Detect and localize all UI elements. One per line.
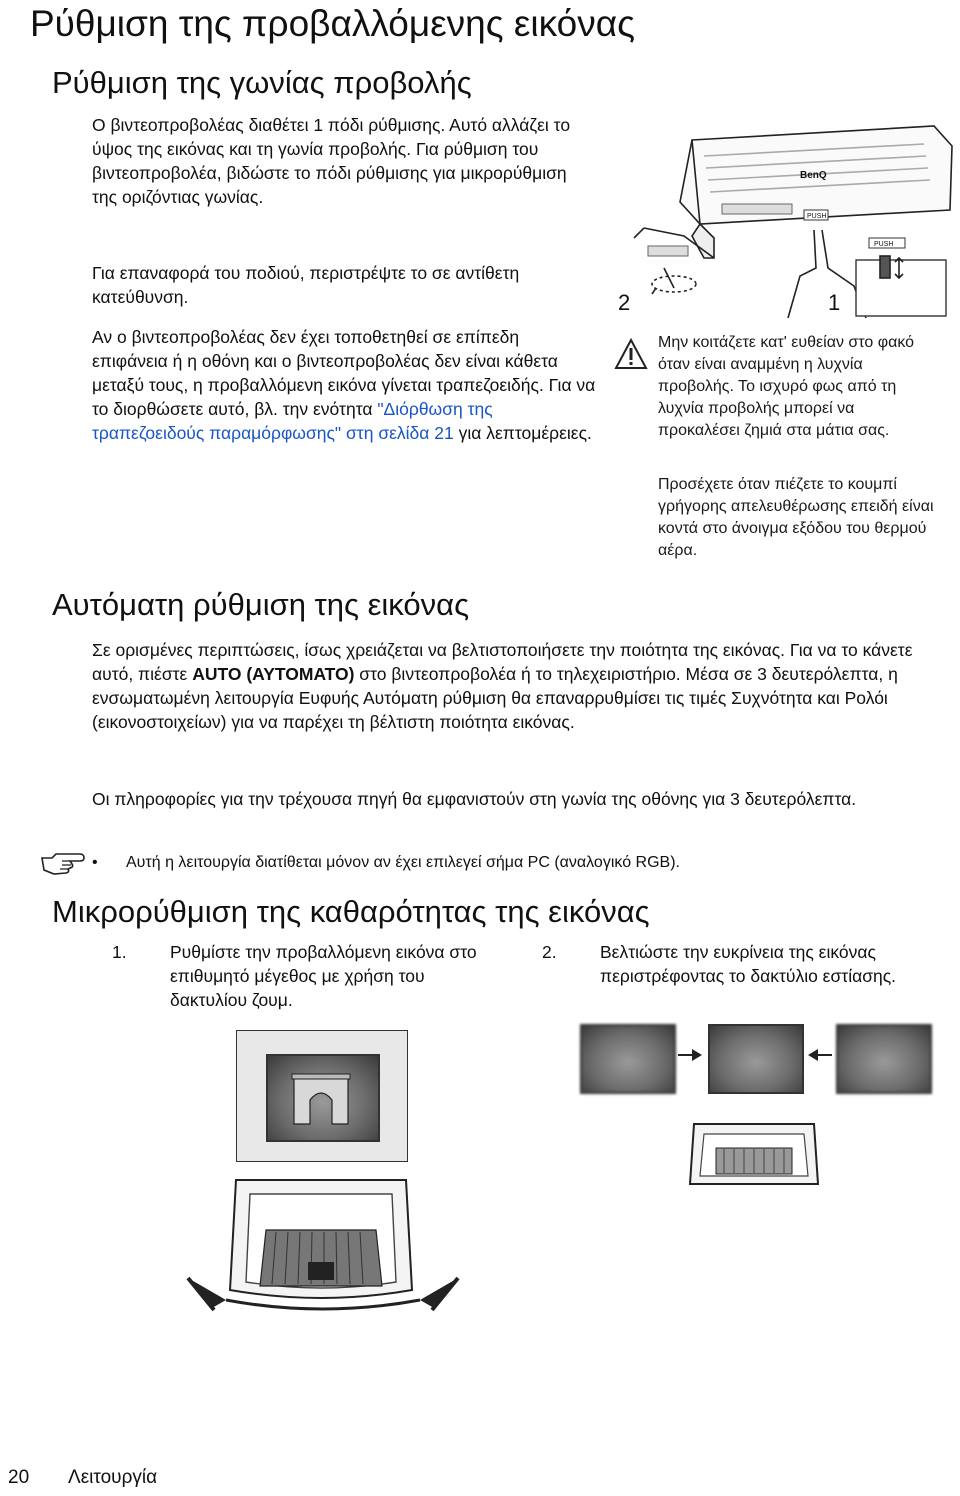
focus-image-blurry-left xyxy=(580,1024,676,1094)
paragraph-reset-foot: Για επαναφορά του ποδιού, περιστρέψτε το σε αντίθετη κατεύθυνση. xyxy=(92,263,520,307)
footer-page-number: 20 xyxy=(8,1467,30,1488)
note-pc-signal: Αυτή η λειτουργία διατίθεται μόνον αν έχει επιλεγεί σήμα PC (αναλογικό RGB). xyxy=(126,854,680,871)
diagram-step-label-2: 2 xyxy=(618,290,631,315)
paragraph-source-info: Οι πληροφορίες για την τρέχουσα πηγή θα εμφανιστούν στη γωνία της οθόνης για 3 δευτερόλεπτα. xyxy=(92,789,857,809)
zoom-rotation-arrows xyxy=(178,1270,468,1320)
arch-icon xyxy=(290,1070,352,1126)
note-bullet: • xyxy=(92,854,98,871)
warning-triangle-icon xyxy=(614,338,648,370)
step-2-focus-text: Βελτιώστε την ευκρίνεια της εικόνας περιστρέφοντας το δακτύλιο εστίασης. xyxy=(600,942,897,986)
section-heading-projection-angle: Ρύθμιση της γωνίας προβολής xyxy=(52,65,472,100)
warning-lamp-text: Μην κοιτάζετε κατ' ευθείαν στο φακό όταν είναι αναμμένη η λυχνία προβολής. Το ισχυρό φως από τη λυχνία προβολής μπορεί να προκαλέσει ζημιά στα μάτια σας. xyxy=(658,334,915,439)
keystone-correction-link[interactable]: "Διόρθωση της τραπεζοειδούς παραμόρφωσης" στη σελίδα 21 xyxy=(92,399,493,443)
page-title: Ρύθμιση της προβαλλόμενης εικόνας xyxy=(30,3,635,44)
section-heading-auto-adjust: Αυτόματη ρύθμιση της εικόνας xyxy=(52,587,470,622)
focus-ring-diagram xyxy=(688,1118,820,1190)
focus-image-sharp-center xyxy=(708,1024,804,1094)
section-heading-fine-tune: Μικρορύθμιση της καθαρότητας της εικόνας xyxy=(52,894,650,929)
auto-key-label: AUTO (ΑΥΤΟΜΑΤΟ) xyxy=(192,664,355,684)
step-2-number: 2. xyxy=(542,942,557,962)
paragraph-auto-adjust xyxy=(92,638,942,734)
projector-push-label: PUSH xyxy=(807,213,827,220)
paragraph-adjuster-foot: Ο βιντεοπροβολέας διαθέτει 1 πόδι ρύθμισης. Αυτό αλλάζει το ύψος της εικόνας και τη γωνία προβολής. Για ρύθμιση του βιντεοπροβολέα, βιδώστε το πόδι ρύθμισης για μικρορύθμιση της οριζόντιας γωνίας. xyxy=(92,115,571,207)
projector-body xyxy=(634,126,952,318)
step-1-number: 1. xyxy=(112,942,127,962)
auto-text-before: Σε ορισμένες περιπτώσεις, ίσως χρειάζεται να βελτιστοποιήσετε την ποιότητα της εικόνας. Για να το κάνετε αυτό, πιέστε xyxy=(92,640,913,684)
footer-section-name: Λειτουργία xyxy=(68,1467,158,1488)
step-1-zoom-text: Ρυθμίστε την προβαλλόμενη εικόνα στο επιθυμητό μέγεθος με χρήση του δακτυλίου ζουμ. xyxy=(170,942,477,1010)
keystone-text-before: Αν ο βιντεοπροβολέας δεν έχει τοποθετηθεί σε επίπεδη επιφάνεια ή η οθόνη και ο βιντεοπροβολέας δεν είναι κάθετα μεταξύ τους, η προβαλλόμενη εικόνα γίνεται τραπεζοειδής. Για να το διορθώσετε αυτό, βλ. την ενότητα xyxy=(92,327,596,419)
auto-text-after: στο βιντεοπροβολέα ή το τηλεχειριστήριο. Μέσα σε 3 δευτερόλεπτα, η ενσωματωμένη λειτουργία Ευφυής Αυτόματη ρύθμιση θα επαναρρυθμίσει τις τιμές Συχνότητα και Ρολόι (εικονοστοιχείων) για να παρέχει τη βέλτιστη ποιότητα εικόνας. xyxy=(92,664,898,732)
warning-quick-release-text: Προσέχετε όταν πιέζετε το κουμπί γρήγορης απελευθέρωσης επειδή είναι κοντά στο άνοιγμα εξόδου του θερμού αέρα. xyxy=(658,476,934,559)
keystone-text-after: για λεπτομέρειες. xyxy=(453,423,592,443)
projector-brand-logo: BenQ xyxy=(800,170,827,181)
paragraph-keystone xyxy=(92,325,597,445)
arrow-right-icon xyxy=(678,1048,704,1062)
pointing-hand-note-icon xyxy=(40,848,86,878)
projector-push-label-zoom: PUSH xyxy=(874,241,894,248)
diagram-step-label-1: 1 xyxy=(828,290,841,315)
focus-image-blurry-right xyxy=(836,1024,932,1094)
arrow-left-icon xyxy=(806,1048,832,1062)
projector-adjuster-foot-diagram xyxy=(604,118,954,323)
